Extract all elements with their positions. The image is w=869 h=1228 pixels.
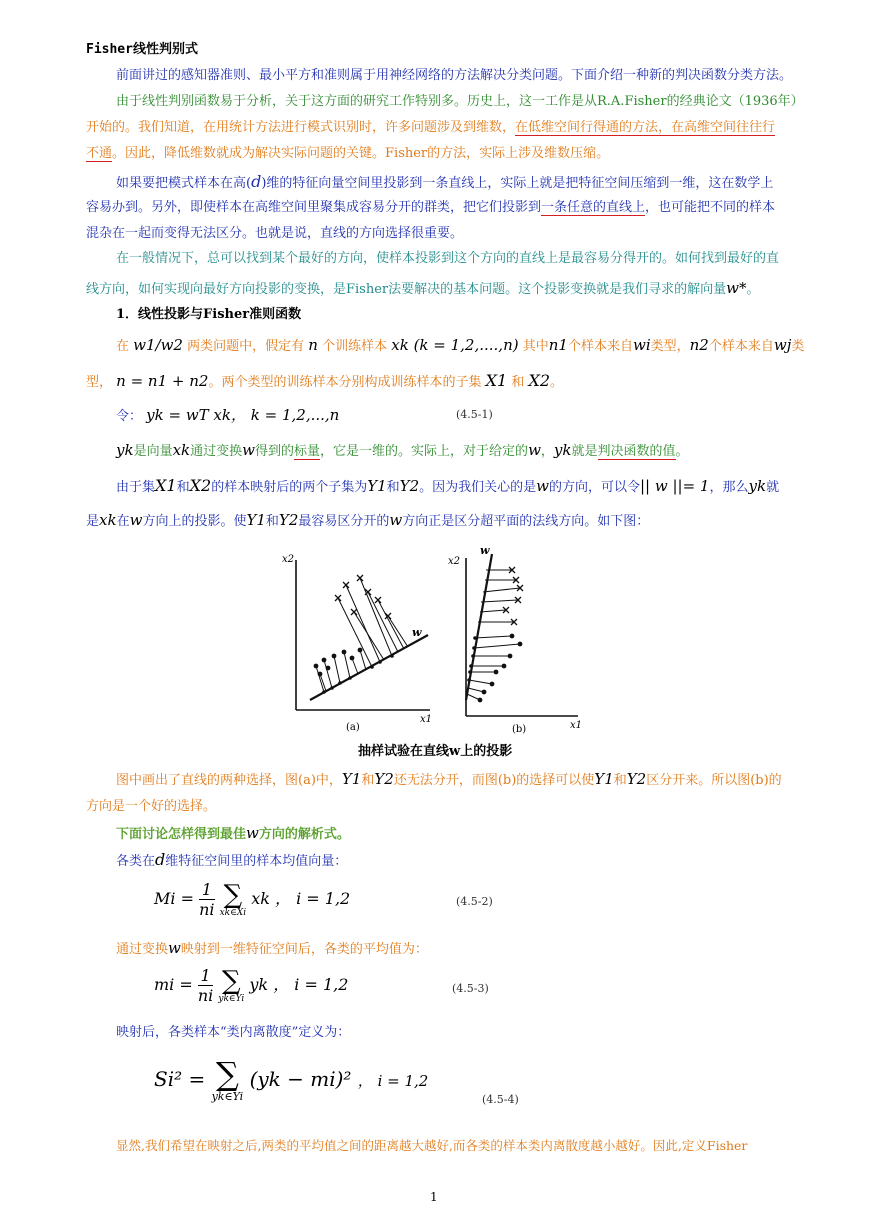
- math: w: [242, 441, 256, 459]
- text: 在: [116, 514, 130, 529]
- math: xk (k = 1,2,....,n): [391, 336, 519, 354]
- math: Y1: [594, 770, 614, 788]
- math: mi =: [154, 975, 193, 994]
- text: 。: [675, 444, 689, 459]
- figure-caption: 抽样试验在直线w上的投影: [358, 744, 513, 759]
- text: 。: [550, 375, 564, 390]
- text: 和: [361, 773, 375, 788]
- math: yk: [553, 441, 572, 459]
- projection-line-w: [466, 554, 492, 700]
- math: || w ||= 1: [640, 477, 710, 495]
- text: 和: [265, 514, 279, 529]
- paragraph-optimal-w: [116, 824, 350, 844]
- math: yk: [748, 477, 767, 495]
- paragraph-figure-discussion-line1: [116, 770, 782, 790]
- text: 映射到一维特征空间后，各类的平均值为：: [180, 942, 428, 957]
- paragraph-projection-line3: 混杂在一起而变得无法区分。也就是说，直线的方向选择很重要。: [86, 226, 464, 241]
- text: 。两个类型的训练样本分别构成训练样本的子集: [208, 375, 482, 390]
- summation: ∑ yk∈Yi: [218, 965, 245, 1004]
- math: n2: [689, 336, 709, 354]
- math: Y2: [278, 511, 299, 529]
- math: Y2: [374, 770, 394, 788]
- underlined-phrase: 不通: [86, 146, 113, 161]
- text: ，那么: [709, 480, 749, 495]
- text: 型，: [86, 375, 113, 390]
- math: Y1: [246, 511, 266, 529]
- underlined-phrase: 在低维空间行得通的方法，在高维空间往往行: [515, 120, 776, 135]
- figure-a-dots: [314, 648, 394, 694]
- fraction: $\frac{1}{ni}$: [197, 966, 214, 1005]
- figure-b-y-label: x2: [448, 556, 461, 567]
- paragraph-figure-discussion-line2: 方向是一个好的选择。: [86, 799, 217, 814]
- math: X2: [528, 371, 551, 390]
- math: Y1: [341, 770, 362, 788]
- math: Mi =: [154, 889, 194, 908]
- text: 和: [176, 480, 190, 495]
- paragraph-projection-line1: [116, 173, 773, 193]
- paragraph-mapped-mean: [116, 939, 428, 959]
- text: 线方向，如何实现向最好方向投影的变换，是Fisher法要解决的基本问题。这个投影变换就是我们寻求的解向量: [86, 282, 727, 297]
- paragraph-history-line3: [86, 145, 609, 163]
- paragraph-best-direction-line1: 在一般情况下，总可以找到某个最好的方向，使样本投影到这个方向的直线上是最容易分得开的。如何找到最好的直: [116, 251, 780, 266]
- figure-b-w-label: w: [480, 544, 490, 557]
- equation-4-5-1: [116, 406, 339, 426]
- history-text: 。因此，降低维数就成为解决实际问题的关键。Fisher的方法，实际上涉及维数压缩。: [112, 146, 610, 161]
- math: w: [389, 511, 403, 529]
- equation-number: (4.5-1): [456, 408, 493, 421]
- text: 各类在: [116, 854, 156, 869]
- text: 方向正是区分超平面的法线方向。如下图：: [402, 514, 650, 529]
- math: Y2: [626, 770, 647, 788]
- text: 由于集: [116, 480, 156, 495]
- figure-a-y-label: x2: [282, 554, 295, 565]
- math: ， k = 1,2,...,n: [231, 406, 340, 424]
- figure-b-x-label: x1: [570, 720, 583, 731]
- text: 通过变换: [190, 444, 243, 459]
- text: 是向量: [133, 444, 173, 459]
- paragraph-best-direction-line2: [86, 279, 760, 299]
- paragraph-problem-line2: [86, 372, 563, 392]
- text: 还无法分开，而图(b)的选择可以使: [393, 773, 595, 788]
- paragraph-scalar: [116, 441, 689, 461]
- text: 和: [613, 773, 627, 788]
- math: n1: [548, 336, 568, 354]
- equation-number: (4.5-2): [456, 895, 493, 908]
- equation-number: (4.5-3): [452, 982, 489, 995]
- math-d: d: [251, 172, 262, 191]
- text: 个训练样本: [322, 339, 388, 354]
- paragraph-scatter-definition: 映射后，各类样本“类内离散度”定义为：: [116, 1025, 351, 1040]
- underlined-phrase: 一条任意的直线上: [541, 200, 646, 215]
- text: 其中: [522, 339, 549, 354]
- math: ， i = 1,2: [275, 889, 351, 908]
- math: w: [536, 477, 549, 495]
- text: 个样本来自: [567, 339, 633, 354]
- text: 就是: [571, 444, 598, 459]
- text: 类: [791, 339, 805, 354]
- math: n: [308, 336, 318, 354]
- text: 的样本映射后的两个子集为: [211, 480, 368, 495]
- math: xk: [251, 889, 270, 908]
- text: 。因为我们关心的是: [419, 480, 537, 495]
- text: 就: [766, 480, 780, 495]
- paragraph-mean-vector: [116, 851, 347, 871]
- text: 令：: [116, 409, 143, 424]
- equation-4-5-4: [154, 1055, 429, 1103]
- text: 方向上的投影。使: [142, 514, 247, 529]
- math: w: [168, 939, 181, 957]
- text: 方向的解析式。: [258, 827, 350, 842]
- paragraph-intro: 前面讲过的感知器准则、最小平方和准则属于用神经网络的方法解决分类问题。下面介绍一种新的判决函数分类方法。: [116, 68, 793, 83]
- equation-4-5-3: [154, 966, 348, 1005]
- math: yk = wT xk: [146, 406, 231, 424]
- math: w: [528, 441, 541, 459]
- text: 。: [746, 282, 760, 297]
- text: 个样本来自: [708, 339, 774, 354]
- text: 得到的: [255, 444, 295, 459]
- history-text: 开始的。我们知道，在用统计方法进行模式识别时，许多问题涉及到维数，: [86, 120, 516, 135]
- text: 是: [86, 514, 100, 529]
- math: xk: [172, 441, 191, 459]
- text: 通过变换: [116, 942, 169, 957]
- underlined-phrase: 标量: [294, 444, 321, 459]
- text: 如果要把模式样本在高(: [116, 176, 252, 191]
- text: )维的特征向量空间里投影到一条直线上，实际上就是把特征空间压缩到一维，这在数学上: [261, 176, 774, 191]
- math: n = n1 + n2: [116, 372, 209, 390]
- paragraph-projection-line2: [86, 199, 775, 217]
- page-number: 1: [430, 1190, 438, 1204]
- math: xk: [99, 511, 117, 529]
- text: 类型，: [650, 339, 690, 354]
- figure-a-w-label: w: [412, 626, 422, 639]
- math-w-star: w*: [726, 279, 747, 297]
- paragraph-history-line1: 由于线性判别函数易于分析，关于这方面的研究工作特别多。历史上，这一工作是从R.A.Fisher的经典论文（1936年）: [116, 94, 804, 109]
- equation-4-5-2: [154, 880, 350, 919]
- fraction: $\frac{1}{ni}$: [199, 880, 215, 919]
- math: X2: [189, 476, 212, 495]
- text: 图中画出了直线的两种选择，图(a)中，: [116, 773, 342, 788]
- figure-b-label: (b): [512, 724, 527, 735]
- math: ， i = 1,2: [273, 975, 349, 994]
- projection-figure: [280, 540, 600, 740]
- summation: ∑ yk∈Yi: [211, 1055, 244, 1103]
- math: ， i = 1,2: [357, 1072, 429, 1090]
- math: wj: [773, 336, 792, 354]
- math: Y2: [399, 477, 420, 495]
- text: 的方向，可以令: [548, 480, 640, 495]
- text: 容易办到。另外，即使样本在高维空间里聚集成容易分开的群类，把它们投影到: [86, 200, 542, 215]
- equation-number: (4.5-4): [482, 1093, 519, 1106]
- math: Y1: [367, 477, 387, 495]
- figure-a: [296, 560, 430, 710]
- page-title: Fisher线性判别式: [86, 42, 198, 57]
- text: 维特征空间里的样本均值向量：: [165, 854, 348, 869]
- text: 最容易区分开的: [298, 514, 390, 529]
- figure-a-label: (a): [346, 722, 360, 733]
- paragraph-problem-line1: [116, 336, 804, 356]
- math: X1: [155, 476, 177, 495]
- text: 区分开来。所以图(b)的: [646, 773, 782, 788]
- math: w1/w2: [133, 336, 183, 354]
- math: yk: [116, 441, 134, 459]
- math: (yk − mi)²: [249, 1067, 352, 1091]
- paragraph-history-line2: [86, 119, 775, 137]
- math: X1: [485, 371, 508, 390]
- math: d: [155, 850, 166, 869]
- math: Si² =: [154, 1067, 206, 1091]
- paragraph-subsets-line1: [116, 477, 779, 497]
- math: w: [246, 824, 259, 842]
- paragraph-subsets-line2: [86, 511, 649, 531]
- summation: ∑ xk∈Xi: [219, 879, 247, 918]
- paragraph-fisher-criterion: 显然,我们希望在映射之后,两类的平均值之间的距离越大越好,而各类的样本类内离散度越小越好。因此,定义Fisher: [116, 1138, 748, 1153]
- text: ，: [540, 444, 554, 459]
- text: 在: [116, 339, 130, 354]
- math: w: [129, 511, 143, 529]
- text: ，也可能把不同的样本: [645, 200, 776, 215]
- math: yk: [249, 975, 269, 994]
- math: wi: [632, 336, 651, 354]
- section-heading: 1．线性投影与Fisher准则函数: [116, 307, 302, 322]
- text: ，它是一维的。实际上，对于给定的: [320, 444, 529, 459]
- text: 两类问题中，假定有: [187, 339, 305, 354]
- text: 下面讨论怎样得到最佳: [116, 827, 247, 842]
- text: 和: [511, 375, 525, 390]
- figure-a-x-label: x1: [420, 714, 433, 725]
- underlined-phrase: 判决函数的值: [597, 444, 676, 459]
- text: 和: [386, 480, 400, 495]
